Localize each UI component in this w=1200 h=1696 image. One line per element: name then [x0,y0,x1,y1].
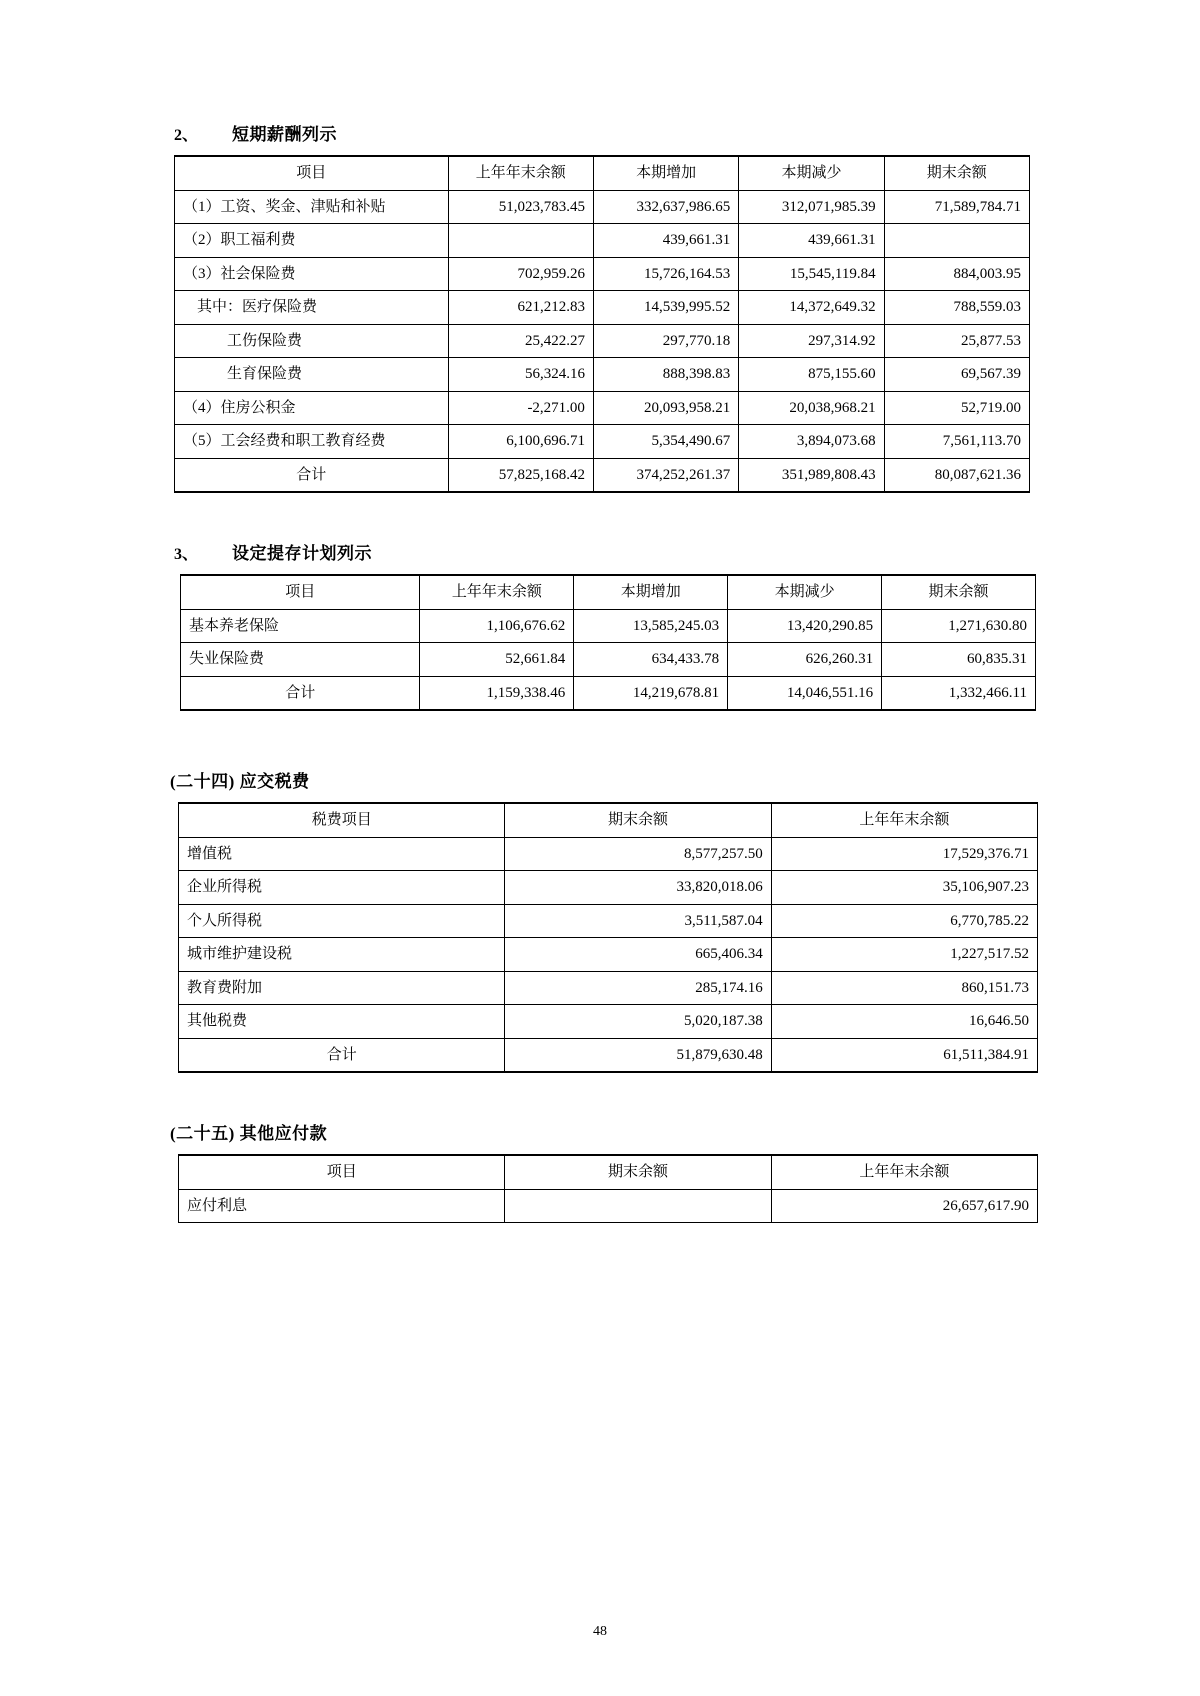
column-header: 上年年末余额 [448,156,593,190]
total-value: 51,879,630.48 [505,1038,771,1072]
table-header-row [179,1155,1038,1189]
table-header-row [175,156,1030,190]
row-label: 城市维护建设税 [179,938,505,972]
table-total-row [181,676,1036,710]
row-value: 13,585,245.03 [574,609,728,643]
column-header: 本期减少 [739,156,884,190]
row-value: 51,023,783.45 [448,190,593,224]
row-value: 626,260.31 [728,643,882,677]
table-row [179,871,1038,905]
column-header: 期末余额 [505,803,771,837]
column-header: 本期增加 [593,156,738,190]
total-value: 1,332,466.11 [882,676,1036,710]
table-row [179,904,1038,938]
row-value: 5,020,187.38 [505,1005,771,1039]
total-label: 合计 [175,458,449,492]
section-number: 3、 [174,546,199,563]
row-label: 应付利息 [179,1189,505,1223]
row-label: 其他税费 [179,1005,505,1039]
section-other-payables [170,1119,1030,1223]
row-value: 13,420,290.85 [728,609,882,643]
taxes-payable-table [178,802,1038,1073]
column-header: 项目 [181,575,420,609]
row-value: 35,106,907.23 [771,871,1037,905]
row-value: 702,959.26 [448,257,593,291]
row-value [448,224,593,258]
total-value: 57,825,168.42 [448,458,593,492]
row-value: 25,877.53 [884,324,1029,358]
row-value: 297,314.92 [739,324,884,358]
row-label: （5）工会经费和职工教育经费 [175,425,449,459]
row-value: 634,433.78 [574,643,728,677]
column-header: 期末余额 [505,1155,771,1189]
row-value: 60,835.31 [882,643,1036,677]
row-label: （2）职工福利费 [175,224,449,258]
row-value: 20,093,958.21 [593,391,738,425]
row-value: 312,071,985.39 [739,190,884,224]
table-row [175,358,1030,392]
row-label: 基本养老保险 [181,609,420,643]
total-label: 合计 [181,676,420,710]
column-header: 本期增加 [574,575,728,609]
row-value [505,1189,771,1223]
table-row [179,938,1038,972]
row-value: 15,545,119.84 [739,257,884,291]
table-row [181,609,1036,643]
total-value: 14,219,678.81 [574,676,728,710]
row-value: 16,646.50 [771,1005,1037,1039]
row-label: （1）工资、奖金、津贴和补贴 [175,190,449,224]
defined-contribution-table [180,574,1036,711]
spacer [170,493,1030,539]
table-row [179,837,1038,871]
column-header: 本期减少 [728,575,882,609]
row-value: 875,155.60 [739,358,884,392]
column-header: 上年年末余额 [420,575,574,609]
row-label: 教育费附加 [179,971,505,1005]
row-label: 生育保险费 [175,358,449,392]
column-header: 上年年末余额 [771,803,1037,837]
row-label: 个人所得税 [179,904,505,938]
row-value: 285,174.16 [505,971,771,1005]
row-value: 1,106,676.62 [420,609,574,643]
row-value: 56,324.16 [448,358,593,392]
row-label: （4）住房公积金 [175,391,449,425]
row-label: 企业所得税 [179,871,505,905]
row-value: 888,398.83 [593,358,738,392]
table-row [175,190,1030,224]
column-header: 上年年末余额 [771,1155,1037,1189]
total-value: 80,087,621.36 [884,458,1029,492]
table-row [179,1005,1038,1039]
row-value: 52,661.84 [420,643,574,677]
total-value: 1,159,338.46 [420,676,574,710]
row-value: 6,100,696.71 [448,425,593,459]
column-header: 期末余额 [884,156,1029,190]
section-title: 设定提存计划列示 [232,544,372,563]
total-value: 61,511,384.91 [771,1038,1037,1072]
row-value: 884,003.95 [884,257,1029,291]
table-row [175,425,1030,459]
row-value: 5,354,490.67 [593,425,738,459]
row-value: 26,657,617.90 [771,1189,1037,1223]
row-value: 52,719.00 [884,391,1029,425]
spacer [170,711,1030,767]
section-title: 短期薪酬列示 [232,125,337,144]
section-heading [174,120,1030,145]
row-value: 439,661.31 [593,224,738,258]
total-value: 14,046,551.16 [728,676,882,710]
table-header-row [181,575,1036,609]
short-term-pay-table [174,155,1030,493]
row-value: 6,770,785.22 [771,904,1037,938]
table-row [175,291,1030,325]
row-label: 工伤保险费 [175,324,449,358]
column-header: 期末余额 [882,575,1036,609]
section-title: (二十五) 其他应付款 [170,1124,328,1143]
section-short-term-pay [174,120,1030,493]
table-row [179,1189,1038,1223]
row-value: 25,422.27 [448,324,593,358]
column-header: 项目 [175,156,449,190]
row-value: 8,577,257.50 [505,837,771,871]
section-title: (二十四) 应交税费 [170,772,310,791]
row-value: 439,661.31 [739,224,884,258]
row-value: 69,567.39 [884,358,1029,392]
table-row [181,643,1036,677]
row-value: 71,589,784.71 [884,190,1029,224]
row-label: 其中：医疗保险费 [175,291,449,325]
row-value: 621,212.83 [448,291,593,325]
row-value: 332,637,986.65 [593,190,738,224]
table-row [179,971,1038,1005]
column-header: 项目 [179,1155,505,1189]
row-value: 860,151.73 [771,971,1037,1005]
total-label: 合计 [179,1038,505,1072]
row-value: 297,770.18 [593,324,738,358]
section-taxes-payable [170,767,1030,1073]
row-label: （3）社会保险费 [175,257,449,291]
column-header: 税费项目 [179,803,505,837]
row-value: 15,726,164.53 [593,257,738,291]
row-value: 665,406.34 [505,938,771,972]
table-row [175,257,1030,291]
other-payables-table [178,1154,1038,1223]
row-label: 失业保险费 [181,643,420,677]
section-heading [174,539,1030,564]
row-value: 17,529,376.71 [771,837,1037,871]
total-value: 351,989,808.43 [739,458,884,492]
row-value: 1,271,630.80 [882,609,1036,643]
row-value: 14,372,649.32 [739,291,884,325]
row-value: 20,038,968.21 [739,391,884,425]
row-value: 3,894,073.68 [739,425,884,459]
page-number: 48 [593,1624,607,1639]
row-value: 1,227,517.52 [771,938,1037,972]
row-value: -2,271.00 [448,391,593,425]
section-defined-contribution [174,539,1030,711]
table-total-row [179,1038,1038,1072]
row-value: 3,511,587.04 [505,904,771,938]
section-number: 2、 [174,127,199,144]
table-row [175,324,1030,358]
spacer [170,1073,1030,1119]
table-header-row [179,803,1038,837]
row-value: 788,559.03 [884,291,1029,325]
row-label: 增值税 [179,837,505,871]
row-value [884,224,1029,258]
table-row [175,391,1030,425]
row-value: 33,820,018.06 [505,871,771,905]
row-value: 7,561,113.70 [884,425,1029,459]
row-value: 14,539,995.52 [593,291,738,325]
total-value: 374,252,261.37 [593,458,738,492]
table-total-row [175,458,1030,492]
table-row [175,224,1030,258]
